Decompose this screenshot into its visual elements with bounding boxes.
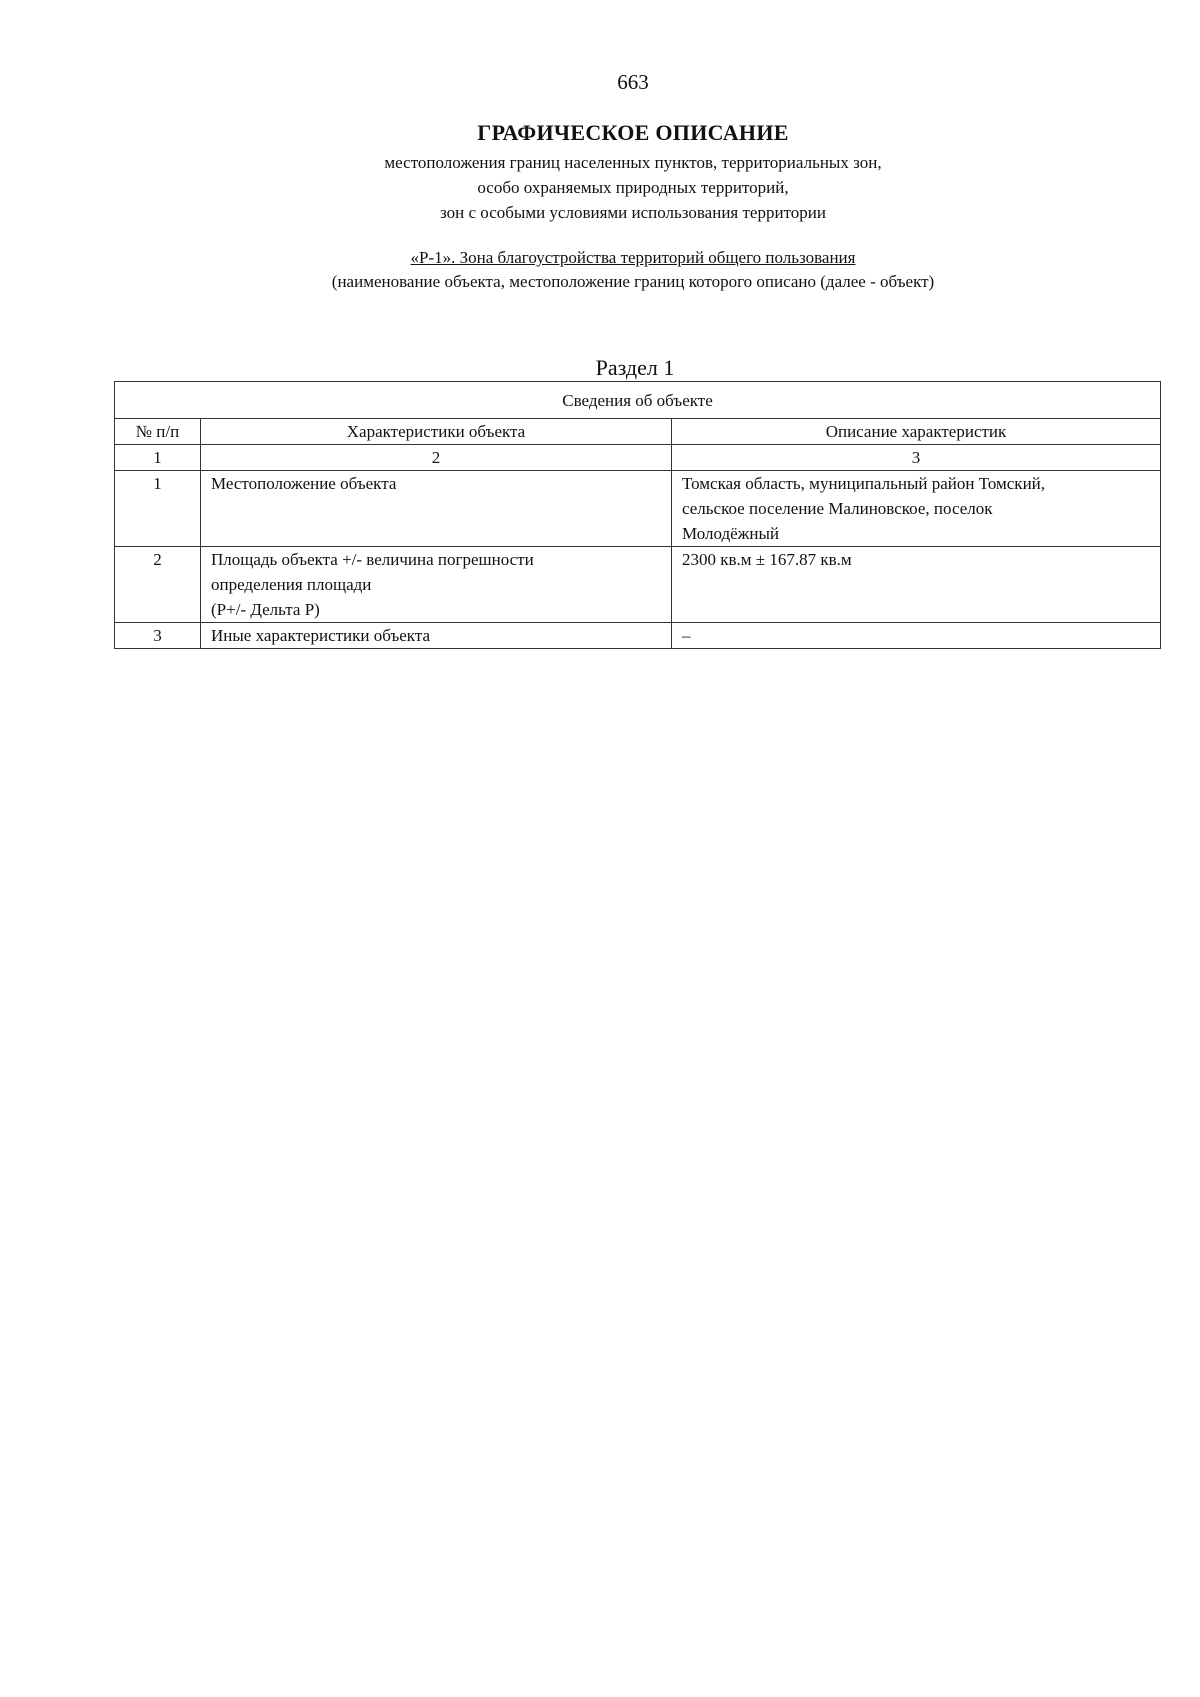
subtitle-line: особо охраняемых природных территорий, [477, 178, 789, 197]
page-number: 663 [617, 70, 649, 94]
row-description [672, 547, 1161, 623]
cell-line: Площадь объекта +/- величина погрешности [211, 550, 534, 569]
subtitle-line: местоположения границ населенных пунктов, территориальных зон, [384, 153, 882, 172]
column-numbers-row [115, 445, 1161, 471]
table-caption: Сведения об объекте [115, 382, 1161, 419]
row-description [672, 471, 1161, 547]
table-row [115, 547, 1161, 623]
cell-line: Молодёжный [682, 524, 780, 543]
cell-line: определения площади [211, 575, 372, 594]
object-info-table [114, 381, 1161, 649]
cell-line: сельское поселение Малиновское, поселок [682, 499, 993, 518]
row-characteristic [201, 547, 672, 623]
column-number: 1 [115, 445, 201, 471]
column-number: 2 [201, 445, 672, 471]
header-characteristic: Характеристики объекта [201, 419, 672, 445]
header-description: Описание характеристик [672, 419, 1161, 445]
row-characteristic [201, 623, 672, 649]
table-header-row [115, 419, 1161, 445]
table-row [115, 623, 1161, 649]
row-number: 1 [115, 471, 201, 547]
row-number: 3 [115, 623, 201, 649]
document-title: ГРАФИЧЕСКОЕ ОПИСАНИЕ [477, 120, 789, 145]
cell-line: Местоположение объекта [211, 474, 397, 493]
row-description [672, 623, 1161, 649]
object-caption: (наименование объекта, местоположение границ которого описано (далее - объект) [331, 272, 935, 291]
table-caption-row [115, 382, 1161, 419]
cell-line: (Р+/- Дельта Р) [211, 600, 320, 619]
header-number: № п/п [115, 419, 201, 445]
table-row [115, 471, 1161, 547]
section-title: Раздел 1 [595, 355, 675, 380]
column-number: 3 [672, 445, 1161, 471]
cell-line: – [682, 626, 691, 645]
subtitle-line: зон с особыми условиями использования территории [440, 203, 826, 222]
cell-line: Иные характеристики объекта [211, 626, 431, 645]
cell-line: Томская область, муниципальный район Томский, [682, 474, 1046, 493]
document-subtitle [0, 150, 1200, 225]
row-characteristic [201, 471, 672, 547]
cell-line: 2300 кв.м ± 167.87 кв.м [682, 550, 852, 569]
row-number: 2 [115, 547, 201, 623]
object-name: «Р-1». Зона благоустройства территорий общего пользования [410, 248, 856, 267]
